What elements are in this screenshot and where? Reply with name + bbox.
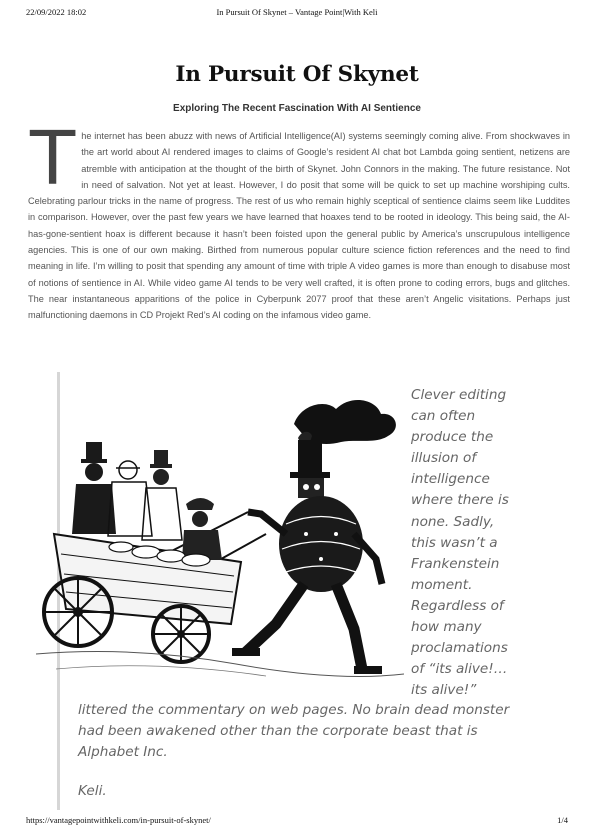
print-header	[0, 7, 594, 21]
print-url: https://vantagepointwithkeli.com/in-pursuit-of-skynet/	[26, 815, 211, 825]
pullquote-line: Regardless of	[411, 597, 504, 614]
article-subtitle: Exploring The Recent Fascination With AI Sentience	[173, 103, 421, 114]
pullquote-line: intelligence	[411, 471, 490, 488]
pullquote-line: illusion of	[411, 450, 477, 467]
article-body	[28, 116, 570, 324]
pullquote-line: its alive!”	[411, 682, 477, 699]
pullquote-line: this wasn’t a	[411, 534, 498, 551]
print-datetime: 22/09/2022 18:02	[26, 7, 87, 17]
article-title: In Pursuit Of Skynet	[175, 62, 419, 87]
print-page-title: In Pursuit Of Skynet – Vantage Point|With Keli	[216, 7, 378, 17]
steam-man-illustration	[36, 384, 404, 690]
pullquote-line: how many	[411, 619, 482, 636]
drop-cap: T	[30, 116, 76, 202]
pullquote-line: produce the	[411, 429, 494, 446]
pullquote-line: Frankenstein	[411, 555, 500, 572]
article-body-text: he internet has been abuzz with news of Artificial Intelligence(AI) systems seemingly coming alive. From shockwaves in the art world about AI rendered images to claims of Google’s resident AI chat bot Lambda going sentient, netizens are atremble with anticipation at the thought of the birth of Skynet. John Connors in the making. The future resistance. Not in need of salvation. Not yet at least. However, I do posit that some will be quick to set up machine worshiping cults. Celebrating parlour tricks in the name of progress. The rest of us who remain highly sceptical of sentience claims seem like Luddites in comparison. However, over the past few years we have learned that hoaxes tend to be rooted in ideology. This being said, the AI-has-gone-sentient hoax is different because it hasn’t been foisted upon the general public by America’s unscrupulous intelligence agencies. This is one of our own making. Birthed from numerous popular culture science fiction references and the need to find meaning in life. I’m willing to posit that spending any amount of time with triple A video games is more than enough to disabuse most of notions of sentience in AI. While video game AI tends to be very well crafted, it is often prone to coding errors, bugs and glitches. The near instantaneous apparitions of the police in Cyberpunk 2077 proof that these aren’t Angelic visitations. Perhaps just malfunctioning daemons in CD Projekt Red’s AI coding on the infamous video game.	[28, 131, 570, 321]
pullquote-line: of “its alive!…	[411, 661, 508, 678]
pullquote-line: moment.	[411, 576, 473, 593]
pullquote-tail: littered the commentary on web pages. No brain dead monster had been awakened other than the corporate beast that is Alphabet Inc.	[78, 702, 510, 761]
author-signature: Keli.	[78, 783, 107, 799]
pullquote-line: where there is	[411, 492, 509, 509]
print-footer	[0, 815, 594, 829]
pullquote-line: can often	[411, 408, 476, 425]
pullquote	[411, 385, 531, 701]
print-page-number: 1/4	[557, 815, 568, 825]
pullquote-line: Clever editing	[411, 387, 507, 403]
pullquote-line: none. Sadly,	[411, 513, 495, 530]
pullquote-line: proclamations	[411, 640, 508, 657]
